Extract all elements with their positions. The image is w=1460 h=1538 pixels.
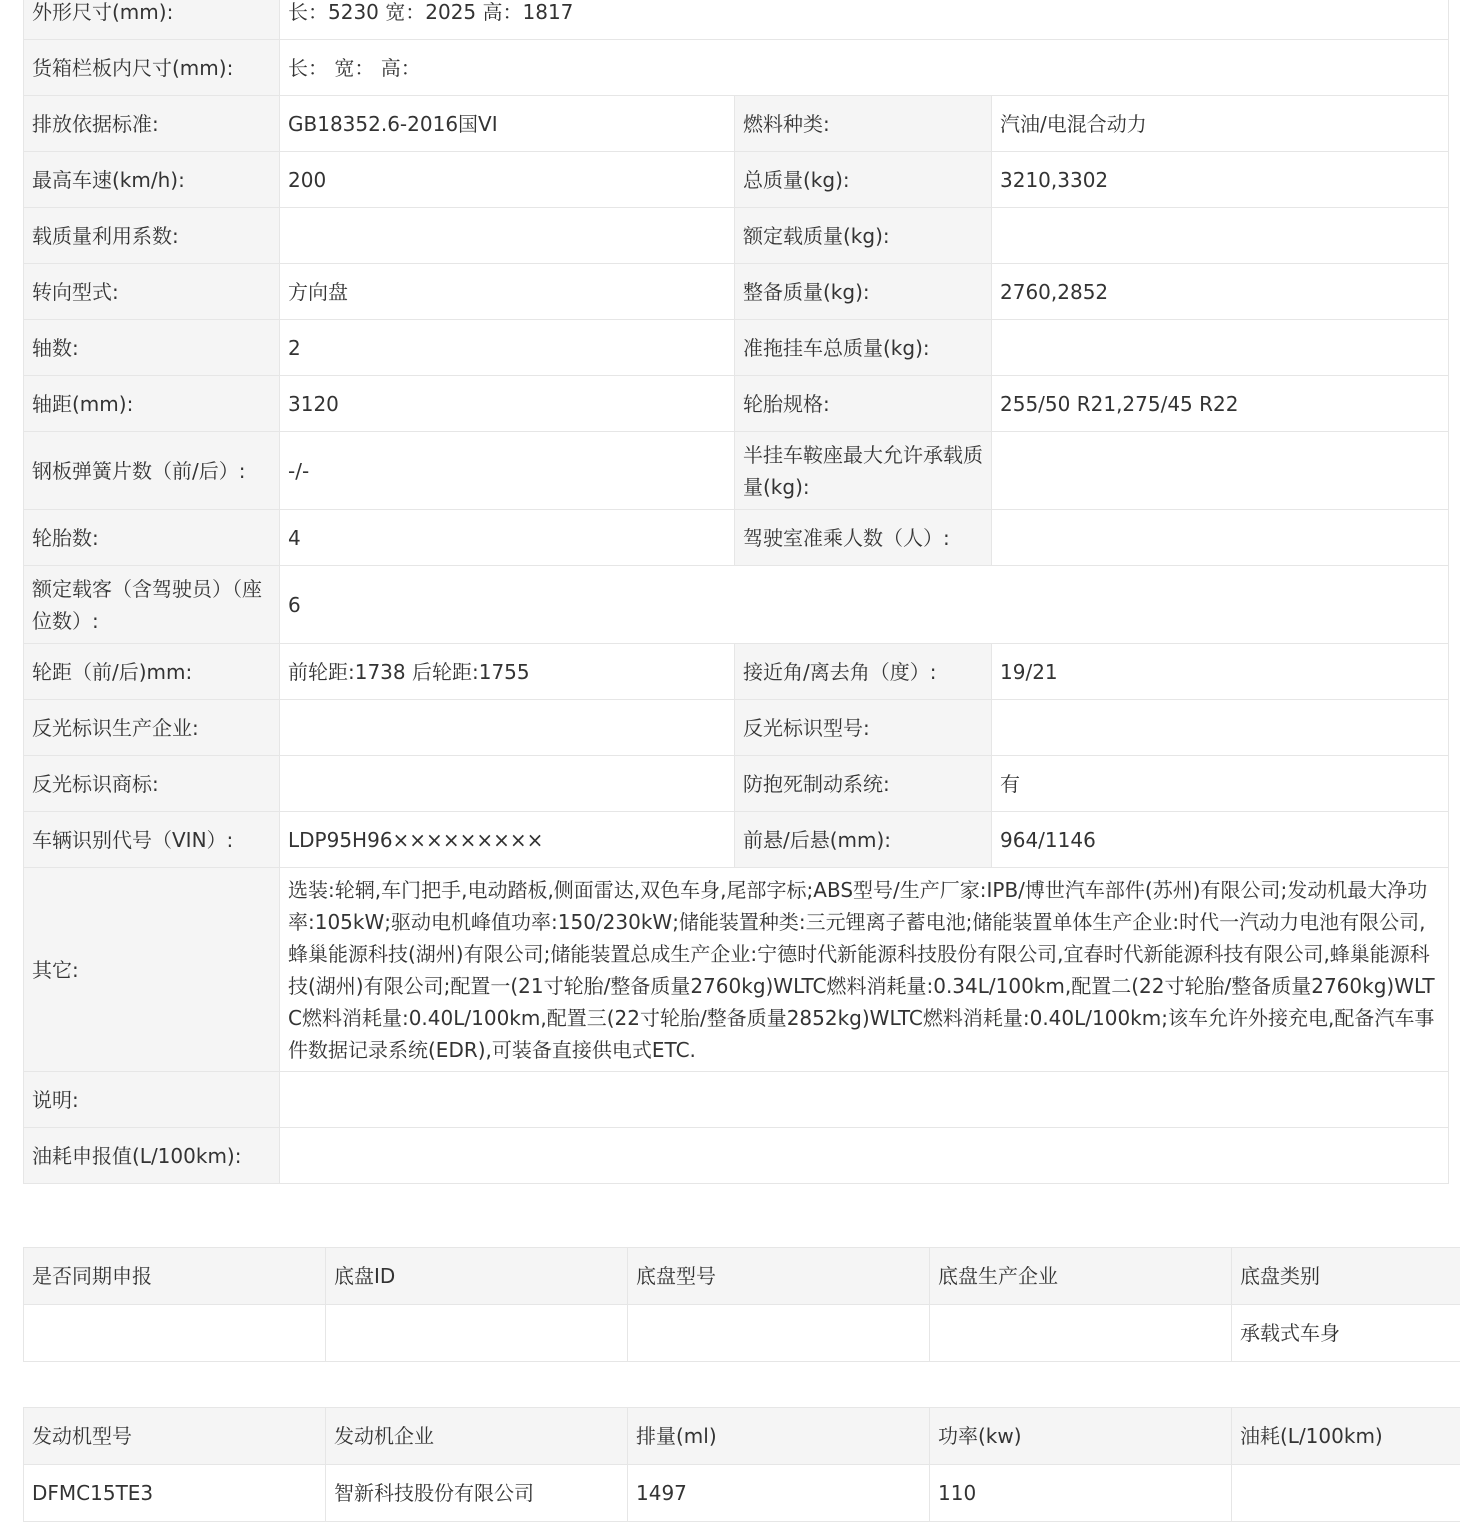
- table-row: [24, 700, 1449, 756]
- table-row: [24, 432, 1449, 510]
- gross-mass-value: 3210,3302: [992, 152, 1449, 208]
- max-speed-value: 200: [280, 152, 735, 208]
- cargo-label: 货箱栏板内尺寸(mm):: [24, 40, 280, 96]
- column-header: 发动机型号: [24, 1408, 326, 1465]
- leaf-spring-value: -/-: [280, 432, 735, 510]
- vin-value: LDP95H96×××××××××: [280, 812, 735, 868]
- table-row: [24, 812, 1449, 868]
- table-row: [24, 1305, 1460, 1362]
- note-label: 说明:: [24, 1072, 280, 1128]
- tire-count-label: 轮胎数:: [24, 510, 280, 566]
- track-label: 轮距（前/后)mm:: [24, 644, 280, 700]
- note-value: [280, 1072, 1449, 1128]
- axles-value: 2: [280, 320, 735, 376]
- table-row: [24, 376, 1449, 432]
- column-header: 是否同期申报: [24, 1248, 326, 1305]
- column-header: 底盘生产企业: [930, 1248, 1232, 1305]
- saddle-load-value: [992, 432, 1449, 510]
- passengers-value: 6: [280, 566, 1449, 644]
- approach-angle-value: 19/21: [992, 644, 1449, 700]
- column-header: 底盘类别: [1232, 1248, 1460, 1305]
- load-coef-value: [280, 208, 735, 264]
- emission-label: 排放依据标准:: [24, 96, 280, 152]
- table-row: [24, 264, 1449, 320]
- overhang-value: 964/1146: [992, 812, 1449, 868]
- cargo-value: 长： 宽： 高：: [280, 40, 1449, 96]
- curb-mass-value: 2760,2852: [992, 264, 1449, 320]
- curb-mass-label: 整备质量(kg):: [735, 264, 992, 320]
- trailer-mass-label: 准拖挂车总质量(kg):: [735, 320, 992, 376]
- reflector-maker-value: [280, 700, 735, 756]
- table-cell: 1497: [628, 1465, 930, 1522]
- tire-count-value: 4: [280, 510, 735, 566]
- overhang-label: 前悬/后悬(mm):: [735, 812, 992, 868]
- other-label: 其它:: [24, 868, 280, 1072]
- table-cell: [326, 1305, 628, 1362]
- column-header: 底盘ID: [326, 1248, 628, 1305]
- table-row: [24, 756, 1449, 812]
- table-row: [24, 208, 1449, 264]
- reflector-maker-label: 反光标识生产企业:: [24, 700, 280, 756]
- engine-table: [23, 1407, 1460, 1522]
- fuel-type-value: 汽油/电混合动力: [992, 96, 1449, 152]
- table-cell: [628, 1305, 930, 1362]
- table-row: [24, 320, 1449, 376]
- tire-spec-label: 轮胎规格:: [735, 376, 992, 432]
- table-row: [24, 1128, 1449, 1184]
- table-cell: 智新科技股份有限公司: [326, 1465, 628, 1522]
- table-row: [24, 0, 1449, 40]
- table-row: [24, 40, 1449, 96]
- table-header-row: [24, 1408, 1460, 1465]
- reflector-model-value: [992, 700, 1449, 756]
- vin-label: 车辆识别代号（VIN）:: [24, 812, 280, 868]
- table-row: [24, 1465, 1460, 1522]
- column-header: 底盘型号: [628, 1248, 930, 1305]
- steering-value: 方向盘: [280, 264, 735, 320]
- trailer-mass-value: [992, 320, 1449, 376]
- table-header-row: [24, 1248, 1460, 1305]
- table-row: [24, 510, 1449, 566]
- cab-seats-value: [992, 510, 1449, 566]
- fuel-consumption-value: [280, 1128, 1449, 1184]
- steering-label: 转向型式:: [24, 264, 280, 320]
- other-value: 选装:轮辋,车门把手,电动踏板,侧面雷达,双色车身,尾部字标;ABS型号/生产厂家:IPB/博世汽车部件(苏州)有限公司;发动机最大净功率:105kW;驱动电机峰值功率:150/230kW;储能装置种类:三元锂离子蓄电池;储能装置单体生产企业:时代一汽动力电池有限公司,蜂巢能源科技(湖州)有限公司;储能装置总成生产企业:宁德时代新能源科技股份有限公司,宜春时代新能源科技有限公司,蜂巢能源科技(湖州)有限公司;配置一(21寸轮胎/整备质量2760kg)WLTC燃料消耗量:0.34L/100km,配置二(22寸轮胎/整备质量2760kg)WLTC燃料消耗量:0.40L/100km,配置三(22寸轮胎/整备质量2852kg)WLTC燃料消耗量:0.40L/100km;该车允许外接充电,配备汽车事件数据记录系统(EDR),可装备直接供电式ETC.: [280, 868, 1449, 1072]
- table-row: [24, 566, 1449, 644]
- rated-load-label: 额定载质量(kg):: [735, 208, 992, 264]
- table-row: [24, 644, 1449, 700]
- max-speed-label: 最高车速(km/h):: [24, 152, 280, 208]
- reflector-brand-label: 反光标识商标:: [24, 756, 280, 812]
- wheelbase-label: 轴距(mm):: [24, 376, 280, 432]
- column-header: 排量(ml): [628, 1408, 930, 1465]
- tire-spec-value: 255/50 R21,275/45 R22: [992, 376, 1449, 432]
- table-cell: 110: [930, 1465, 1232, 1522]
- table-row: [24, 868, 1449, 1072]
- emission-value: GB18352.6-2016国VI: [280, 96, 735, 152]
- wheelbase-value: 3120: [280, 376, 735, 432]
- dims-value: 长：5230 宽：2025 高：1817: [280, 0, 1449, 40]
- table-cell: DFMC15TE3: [24, 1465, 326, 1522]
- table-cell: [930, 1305, 1232, 1362]
- chassis-table: [23, 1247, 1460, 1362]
- fuel-type-label: 燃料种类:: [735, 96, 992, 152]
- rated-load-value: [992, 208, 1449, 264]
- table-row: [24, 152, 1449, 208]
- cab-seats-label: 驾驶室准乘人数（人）:: [735, 510, 992, 566]
- leaf-spring-label: 钢板弹簧片数（前/后）:: [24, 432, 280, 510]
- abs-label: 防抱死制动系统:: [735, 756, 992, 812]
- table-row: [24, 1072, 1449, 1128]
- fuel-consumption-label: 油耗申报值(L/100km):: [24, 1128, 280, 1184]
- reflector-brand-value: [280, 756, 735, 812]
- column-header: 发动机企业: [326, 1408, 628, 1465]
- dims-label: 外形尺寸(mm):: [24, 0, 280, 40]
- passengers-label: 额定载客（含驾驶员）（座位数）:: [24, 566, 280, 644]
- table-row: [24, 96, 1449, 152]
- gross-mass-label: 总质量(kg):: [735, 152, 992, 208]
- saddle-load-label: 半挂车鞍座最大允许承载质量(kg):: [735, 432, 992, 510]
- vehicle-spec-table: [23, 0, 1449, 1184]
- abs-value: 有: [992, 756, 1449, 812]
- load-coef-label: 载质量利用系数:: [24, 208, 280, 264]
- axles-label: 轴数:: [24, 320, 280, 376]
- table-cell: [1232, 1465, 1460, 1522]
- table-cell: 承载式车身: [1232, 1305, 1460, 1362]
- column-header: 功率(kw): [930, 1408, 1232, 1465]
- reflector-model-label: 反光标识型号:: [735, 700, 992, 756]
- table-cell: [24, 1305, 326, 1362]
- approach-angle-label: 接近角/离去角（度）:: [735, 644, 992, 700]
- track-value: 前轮距:1738 后轮距:1755: [280, 644, 735, 700]
- column-header: 油耗(L/100km): [1232, 1408, 1460, 1465]
